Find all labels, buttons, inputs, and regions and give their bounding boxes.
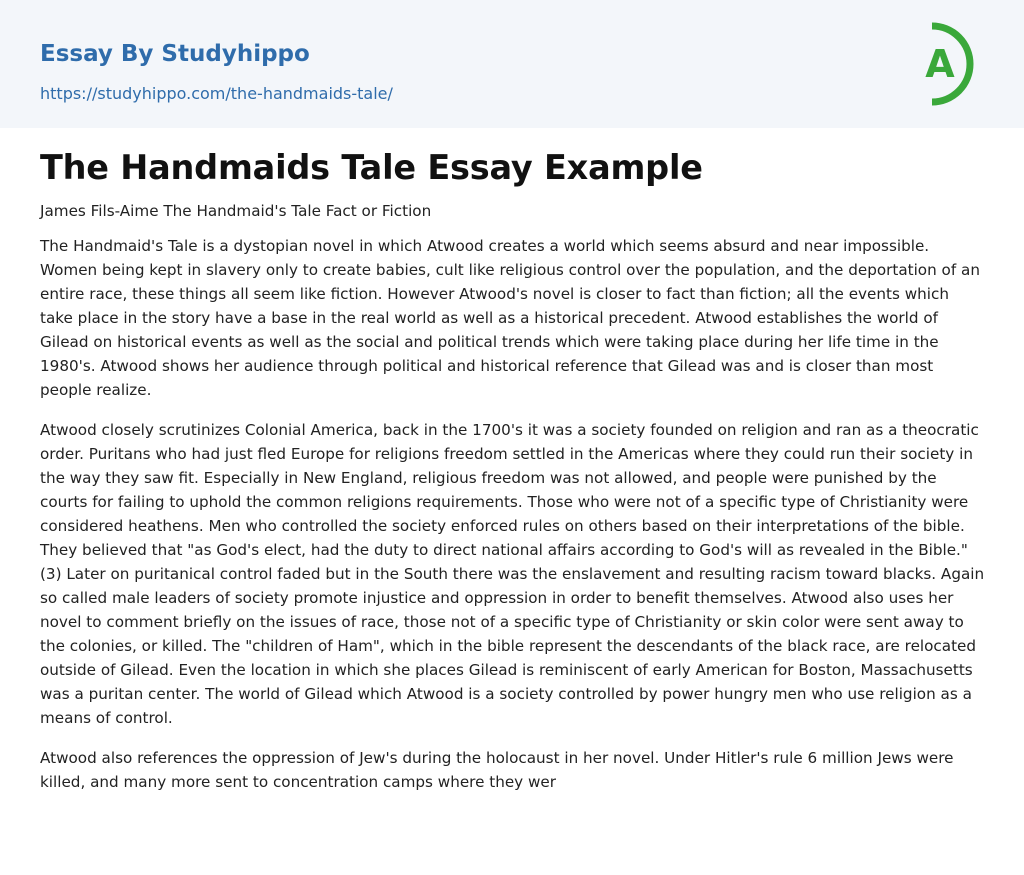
article-paragraph: The Handmaid's Tale is a dystopian novel in which Atwood creates a world which seems absurd and near impossible. Women being kept in slavery only to create babies, cult like religious control over the population, and the deportation of an entire race, these things all seem like fiction. However Atwood's novel is closer to fact than fiction; all the events which take place in the story have a base in the real world as well as a historical precedent. Atwood establishes the world of Gilead on historical events as well as the social and political trends which were taking place during her life time in the 1980's. Atwood shows her audience through political and historical reference that Gilead was and is closer than most people realize. (40, 237, 980, 399)
article-url-link[interactable]: https://studyhippo.com/the-handmaids-tale/ (40, 84, 393, 103)
article-paragraph: Atwood closely scrutinizes Colonial America, back in the 1700's it was a society founded on religion and ran as a theocratic order. Puritans who had just fled Europe for religions freedom settled in the Americas where they could run their society in the way they saw fit. Especially in New England, religious freedom was not allowed, and people were punished by the courts for failing to uphold the common religions requirements. Those who were not of a specific type of Christianity were considered heathens. Men who controlled the society enforced rules on others based on their interpretations of the bible. They believed that "as God's elect, had the duty to direct national affairs according to God's will as revealed in the Bible." (3) Later on puritanical control faded but in the South there was the enslavement and resulting racism toward blacks. Again so called male leaders of society promote injustice and oppression in order to benefit themselves. Atwood also uses her novel to comment briefly on the issues of race, those not of a specific type of Christianity or skin color were sent away to the colonies, or killed. The "children of Ham", which in the bible represent the descendants of the black race, are relocated outside of Gilead. Even the location in which she places Gilead is reminiscent of early American for Boston, Massachusetts was a puritan center. The world of Gilead which Atwood is a society controlled by power hungry men who use religion as a means of control. (40, 421, 985, 727)
logo-letter: A (925, 42, 955, 86)
studyhippo-logo-icon[interactable] (898, 20, 986, 108)
article-body (40, 234, 986, 794)
site-brand[interactable]: Essay By Studyhippo (40, 41, 310, 67)
site-header (0, 0, 1024, 128)
article-subtitle: James Fils-Aime The Handmaid's Tale Fact or Fiction (40, 202, 432, 220)
article-paragraph: Atwood also references the oppression of Jew's during the holocaust in her novel. Under Hitler's rule 6 million Jews were killed, and many more sent to concentration camps where they wer (40, 749, 954, 791)
page-title: The Handmaids Tale Essay Example (40, 148, 703, 187)
article-content (40, 144, 986, 810)
